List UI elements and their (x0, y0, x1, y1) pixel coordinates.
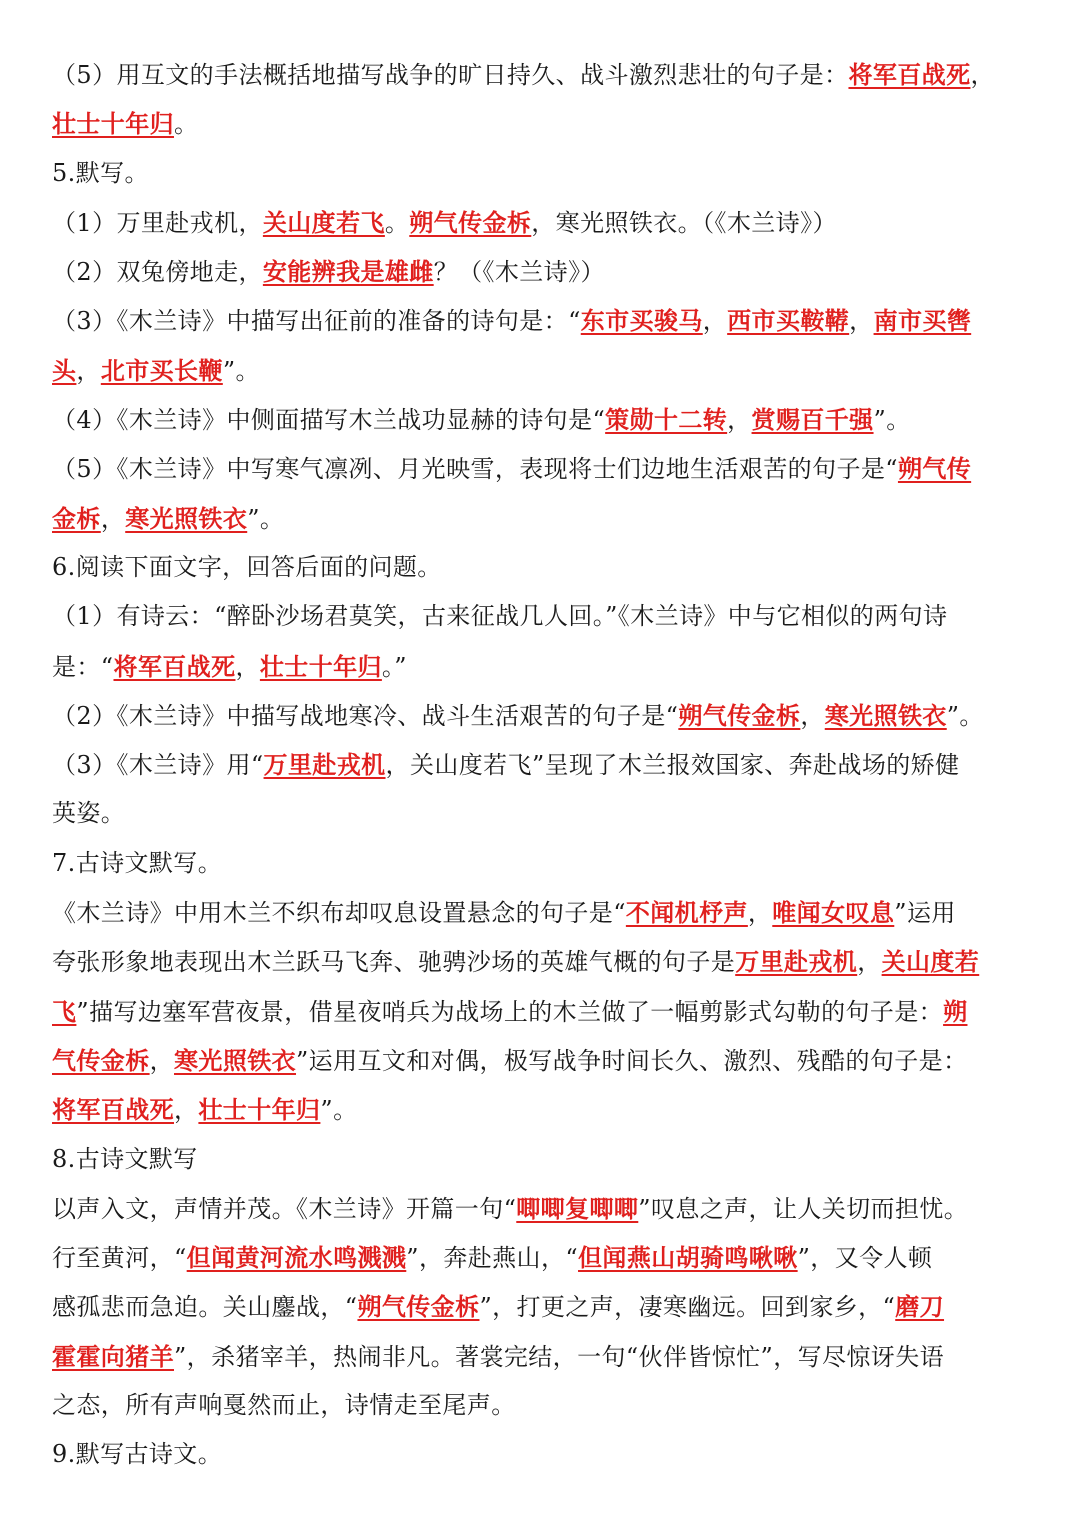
text-line (52, 1184, 1040, 1233)
body-text: （2）双兔傍地走， (52, 258, 263, 287)
body-text: ， (149, 1046, 175, 1075)
text-line (52, 691, 1040, 740)
answer-text: 飞 (52, 996, 77, 1026)
body-text: 5.默写。 (52, 158, 149, 187)
body-text: ， (235, 652, 260, 681)
text-line (52, 395, 1040, 444)
body-text: ”。 (320, 1096, 358, 1125)
answer-text: 气传金柝 (52, 1045, 150, 1075)
body-text: ”运用 (894, 899, 956, 928)
body-text: ？（《木兰诗》） (433, 258, 605, 287)
text-line (52, 444, 1040, 493)
body-text: 8.古诗文默写 (52, 1144, 198, 1173)
answer-text: 霍霍向猪羊 (52, 1341, 174, 1371)
text-line (52, 1430, 1040, 1479)
text-line (52, 937, 1040, 986)
text-line (52, 1036, 1040, 1085)
text-line (52, 789, 1040, 838)
answer-text: 将军百战死 (113, 651, 236, 681)
text-line (52, 987, 1040, 1036)
body-text: ”。 (222, 356, 260, 385)
body-text: ， (727, 406, 752, 435)
body-text: ”。 (873, 406, 911, 435)
body-text: （1）有诗云：“醉卧沙场君莫笑，古来征战几人回。”《木兰诗》中与它相似的两句诗 (52, 602, 948, 631)
text-line (52, 642, 1040, 691)
answer-text: 壮士十年归 (52, 109, 174, 139)
answer-text: 壮士十年归 (259, 651, 382, 681)
body-text: 行至黄河，“ (52, 1244, 187, 1273)
body-text: ， (100, 504, 126, 533)
answer-text: 寒光照铁衣 (174, 1045, 297, 1075)
body-text: 感孤悲而急迫。关山鏖战，“ (52, 1293, 358, 1322)
answer-text: 朔气传金柝 (678, 700, 801, 730)
answer-text: 朔气传金柝 (357, 1292, 480, 1322)
body-text: 。 (174, 110, 199, 139)
body-text: ，寒光照铁衣。（《木兰诗》） (531, 208, 837, 237)
body-text: （5）《木兰诗》中写寒气凛冽、月光映雪，表现将士们边地生活艰苦的句子是“ (52, 455, 898, 484)
text-line (52, 592, 1040, 641)
body-text: ”，打更之声，凄寒幽远。回到家乡，“ (479, 1293, 896, 1322)
text-line (52, 1381, 1040, 1430)
answer-text: 关山度若 (881, 947, 980, 977)
body-text: ， (800, 701, 825, 730)
answer-text: 万里赴戎机 (263, 750, 386, 780)
body-text: （1）万里赴戎机， (52, 208, 263, 237)
body-text: ”。 (247, 504, 285, 533)
text-line (52, 1332, 1040, 1381)
answer-text: 朔气传 (897, 454, 972, 484)
body-text: ”，杀猪宰羊，热闹非凡。著裳完结，一句“伙伴皆惊忙”，写尽惊讶失语 (174, 1342, 945, 1371)
answer-text: 唯闻女叹息 (772, 898, 895, 928)
answer-text: 西市买鞍鞯 (727, 306, 850, 336)
body-text: ， (747, 899, 773, 928)
text-line (52, 1282, 1040, 1331)
answer-text: 头 (52, 355, 77, 385)
body-text: 以声入文，声情并茂。《木兰诗》开篇一句“ (52, 1194, 517, 1223)
body-text: ”描写边塞军营夜景，借星夜哨兵为战场上的木兰做了一幅剪影式勾勒的句子是： (76, 997, 944, 1026)
body-text: 6.阅读下面文字，回答后面的问题。 (52, 552, 442, 581)
text-line (52, 543, 1040, 592)
body-text: ， (702, 307, 728, 336)
answer-text: 但闻黄河流水鸣溅溅 (186, 1243, 407, 1273)
answer-text: 金柝 (52, 503, 101, 533)
body-text: 夸张形象地表现出木兰跃马飞奔、驰骋沙场的英雄气概的句子是 (52, 948, 736, 977)
body-text: 《木兰诗》中用木兰不织布却叹息设置悬念的句子是“ (52, 899, 626, 928)
text-line (52, 740, 1040, 789)
answer-text: 不闻机杼声 (625, 898, 748, 928)
answer-text: 赏赐百千强 (751, 405, 874, 435)
text-line (52, 296, 1040, 345)
body-text: ， (849, 307, 874, 336)
body-text: ，关山度若飞”呈现了木兰报效国家、奔赴战场的矫健 (385, 751, 960, 780)
body-text: 英姿。 (52, 799, 126, 828)
answer-text: 寒光照铁衣 (824, 700, 947, 730)
answer-text: 朔气传金柝 (409, 207, 532, 237)
answer-text: 策勋十二转 (605, 405, 728, 435)
text-line (52, 1135, 1040, 1184)
answer-text: 南市买辔 (873, 306, 972, 336)
answer-text: 将军百战死 (848, 60, 971, 89)
body-text: ， (857, 948, 882, 977)
body-text: ， (76, 356, 101, 385)
body-text: ， (970, 61, 995, 89)
text-line (52, 494, 1040, 543)
text-line (52, 346, 1040, 395)
text-line (52, 50, 1040, 99)
text-line (52, 888, 1040, 937)
body-text: （4）《木兰诗》中侧面描写木兰战功显赫的诗句是“ (52, 406, 606, 435)
answer-text: 安能辨我是雄雌 (262, 257, 434, 287)
text-line (52, 839, 1040, 888)
answer-text: 北市买长鞭 (100, 355, 223, 385)
body-text: 9.默写古诗文。 (52, 1440, 223, 1469)
answer-text: 寒光照铁衣 (125, 503, 248, 533)
body-text: ”叹息之声，让人关切而担忧。 (638, 1194, 969, 1223)
text-line (52, 198, 1040, 247)
answer-text: 磨刀 (895, 1292, 945, 1322)
answer-text: 万里赴戎机 (735, 947, 858, 977)
body-text: （3）《木兰诗》用“ (52, 751, 264, 780)
body-text: （3）《木兰诗》中描写出征前的准备的诗句是：“ (52, 307, 581, 336)
body-text: 是：“ (52, 652, 114, 681)
body-text: ， (174, 1096, 199, 1125)
answer-text: 但闻燕山胡骑鸣啾啾 (578, 1243, 798, 1273)
answer-text: 唧唧复唧唧 (516, 1193, 639, 1223)
text-line (52, 149, 1040, 198)
text-line (52, 1085, 1040, 1134)
body-text: 。” (381, 652, 407, 681)
body-text: ”，奔赴燕山，“ (406, 1244, 579, 1273)
answer-text: 将军百战死 (52, 1095, 174, 1125)
text-line (52, 247, 1040, 296)
body-text: （2）《木兰诗》中描写战地寒冷、战斗生活艰苦的句子是“ (52, 701, 679, 730)
body-text: 之态，所有声响戛然而止，诗情走至尾声。 (52, 1391, 516, 1420)
text-line (52, 99, 1040, 148)
answer-text: 东市买骏马 (580, 306, 703, 336)
body-text: ”，又令人顿 (797, 1244, 933, 1273)
answer-text: 壮士十年归 (198, 1095, 321, 1125)
answer-text: 关山度若飞 (262, 207, 385, 237)
body-text: 7.古诗文默写。 (52, 848, 223, 877)
text-line (52, 1233, 1040, 1282)
answer-text: 朔 (943, 996, 968, 1026)
body-text: （5）用互文的手法概括地描写战争的旷日持久、战斗激烈悲壮的句子是： (52, 61, 849, 89)
body-text: ”。 (946, 701, 984, 730)
body-text: ”运用互文和对偶，极写战争时间长久、激烈、残酷的句子是： (296, 1046, 968, 1075)
body-text: 。 (384, 208, 410, 237)
